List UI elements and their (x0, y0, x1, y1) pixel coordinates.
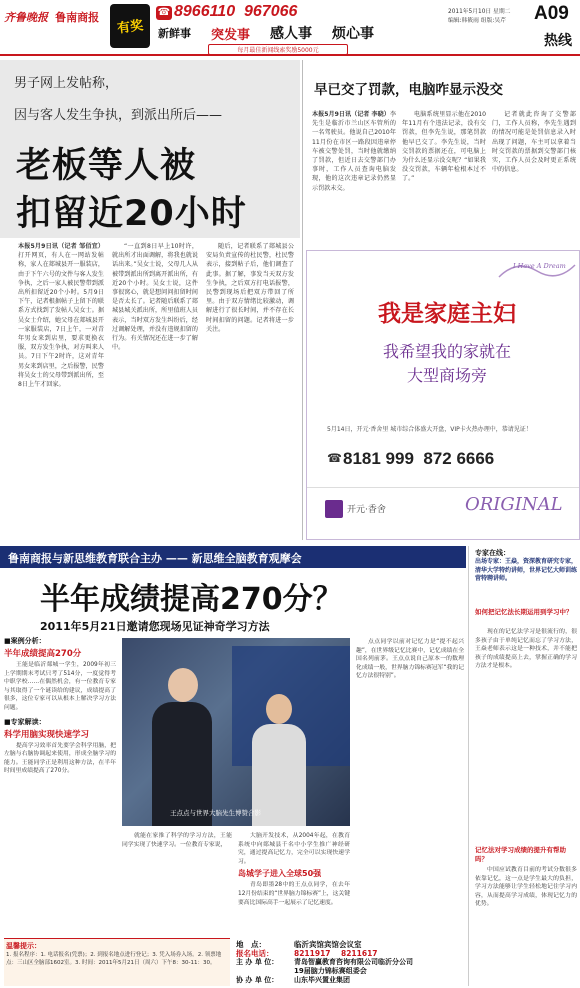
story-column (402, 110, 486, 228)
section-name: 热线 (544, 33, 572, 49)
sidebar-label: 专家在线： (475, 549, 510, 557)
info-value: 8211917 8211617 (294, 949, 378, 958)
subhead: 2011年5月21日邀请您现场见证神奇学习方法 (40, 620, 270, 633)
paper-logo (4, 6, 112, 24)
case-text: 王能是临沂郯城一学生，2009年初三上学期期末考试只考了514分，一度觉得考中职学校……在偶然机会，有一位教育专家与其取得了一个谜读给的建议，成绩提高了很多，这位专家可以从根本上解决学习方法问题。 (4, 662, 116, 711)
slogan-item: 新鲜事 (158, 27, 191, 40)
info-value: 19届脑力锦标赛组委会 (294, 967, 367, 975)
editor-line: 编辑:韩筱雨 组版:吴芹 (448, 18, 506, 24)
story-column (492, 110, 576, 228)
hotline-banner (108, 0, 374, 54)
slogan-item: 烦心事 (331, 26, 374, 42)
brand-logo-icon (325, 500, 343, 518)
ad-subtitle: 大型商场旁 (406, 366, 487, 385)
kicker-line: 男子网上发帖称， (14, 76, 119, 91)
dream-swirl-icon (497, 257, 577, 283)
slogan-item: 感人事 (269, 26, 312, 42)
story-column (238, 832, 350, 936)
info-row (236, 976, 466, 985)
island-title: 岛城学子进入全球50强 (238, 869, 322, 879)
reward-note: 每月最佳新闻线索奖励5000元 (208, 44, 348, 55)
info-value: 青岛智赢教育咨询有限公司临沂分公司 (294, 958, 413, 966)
answer-text: 中国应试教育目前的考试分数很多依靠记忆，这一点是学生最大的负担，学习方法能够让学生轻松地记住学习内容，从而提高学习成绩，体现记忆力的优势。 (475, 867, 577, 908)
info-label: 主 办 单 位： (236, 958, 279, 966)
headline (40, 574, 460, 617)
phone-icon: ☎ (327, 451, 342, 465)
case-column (4, 636, 116, 936)
story-text: “一直到8日早上10时许，就出所才出面调解，将我也就说话出来。”吴女士说，父母几人从被带到派出所到离开派出所，有近20个小时。吴女士说，这件事很窝心，就是想问问扣留时间是否太长了。记者随后联系了郯城县城关派出所，所里值班人员表示，当时双方发生纠纷后，经过调解处理，并没有违规扣留的行为。有关情况还在进一步了解中。 (112, 243, 198, 352)
info-value: 山东毕兴置业集团 (294, 976, 350, 984)
edition-name: 鲁南商报 (55, 11, 100, 24)
question-title: 记忆法对学习成绩的提升有帮助吗？ (475, 846, 566, 863)
story-column (112, 242, 198, 538)
ad-housewife (306, 250, 580, 540)
date-line: 2011年5月10日 星期二 (448, 9, 511, 15)
info-value: 临沂宾馆宾馆会议室 (294, 940, 362, 949)
event-photo (122, 638, 350, 826)
kicker-line: 因与客人发生争执，到派出所后—— (14, 108, 223, 123)
ad-corner-swirl (497, 257, 577, 283)
info-label (236, 967, 294, 976)
ad-title: 我是家庭主妇 (378, 301, 516, 327)
ad-footer (307, 487, 579, 539)
phone-icon: ☎ (157, 7, 171, 18)
headline-number: 270 (220, 582, 283, 617)
story-column (18, 242, 104, 538)
info-row (236, 967, 466, 976)
headline-block (0, 60, 300, 238)
hotline-badge-text: 有奖 (116, 18, 145, 37)
info-row (236, 958, 466, 967)
headline: 早已交了罚款，电脑咋显示没交 (314, 82, 503, 98)
story-text: 李先生是临沂市兰山区车管所的一名驾驶员。他说自己2010年11月份在市区一路段因违章停车被交警处罚，当时他就缴纳了罚款，但近日去交警部门办事时，工作人员查询电脑发现，他的这次违章记录仍然显示罚款未交。 (312, 111, 396, 192)
story-boss-detained (0, 58, 300, 542)
column-divider (302, 60, 303, 540)
story-education (0, 542, 466, 988)
story-text: 随后，记者联系了郯城县公安局负责宣传的杜民警，杜民警表示，接到帖子后，他们调查了此事。据了解，事发当天双方发生争执，之后双方打电话报警，民警到现场后把双方带回了所里。由于双方情绪比较激动，调解进行了很长时间，并不存在长时间扣留的问题。记者将进一步关注。 (206, 243, 294, 333)
brand-right: ORIGINAL (465, 494, 563, 515)
headline-main: 半年成绩提高 (40, 582, 220, 617)
notice-title: 温馨提示： (6, 942, 41, 950)
info-label: 报名电话： (236, 949, 274, 958)
byline: 本报5月9日讯（记者 李晓） (312, 111, 390, 118)
story-text: 打开网页，有人在一网站发帖称，家人在郯城县开一服装店，由于下午六号的文件与客人发生争执，之后一家人被民警带到派出所扣留近20个小时。5月9日下午，记者根据帖子上留下的联系方式找到了发帖人吴女士。据吴女士介绍，她父母在郯城县开一家服装店，7日上午，一对青年男女来到店里，要求更换衣服，双方发生争执，对方叫来人员。7日下午2时许，这对青年男女来到店里，之后报警，民警将吴女士的父母带到派出所，至8日上午才回家。 (18, 252, 104, 389)
story-column (206, 242, 294, 538)
story-text: 大脑开发技术，从2004年起，在教育系统中向郯城县千名中小学生推广神经研究，通过提高记忆力，完全可以实现快速学习。 (238, 833, 350, 865)
brand-left: 开元·香舍 (347, 505, 386, 515)
paper-name: 齐鲁晚报 (4, 11, 48, 24)
island-text: 青岛即墨28中的王点点同学，在去年12月份结束的“世界脑力锦标赛”上，这关键要高比国际高手一起展示了记忆速度。 (238, 882, 350, 906)
event-info (236, 940, 466, 986)
info-row (236, 949, 466, 958)
info-label: 协 办 单 位： (236, 976, 279, 984)
expert-text: 提高学习效率首先要学会科学用脑，把左脑与右脑协调起来使用，形成全脑学习的能力。王能同学正是利用这种方法，在半年时间里成绩提高了270分。 (4, 742, 116, 775)
headline: 老板等人被 (16, 146, 197, 186)
expert-label: ■专家解读： (4, 717, 46, 726)
case-title: 半年成绩提高270分 (4, 649, 82, 659)
masthead-rule (0, 54, 580, 56)
byline: 本报5月9日讯（记者 邹佰宜） (18, 243, 104, 250)
story-text: 电脑系统里显示他在2010年11月有个违法记录，没有交罚款，但李先生说，那笔罚款他早已交了。李先生说，当时交罚款的票据还在，可电脑上为什么还显示没交呢？“如果我没交罚款，车辆年检根本过不了。” (402, 111, 486, 183)
masthead (0, 0, 580, 56)
headline: 扣留近20小时 (16, 194, 247, 234)
question-title: 如何把记忆法长期运用到学习中？ (475, 608, 573, 616)
ad-small-print: 5月14日，开元·香舍里 城市综合体盛大开盘，VIP卡火热办理中，恭请见证！ (327, 426, 532, 433)
story-column (312, 110, 396, 228)
expert-title: 科学用脑实现快速学习 (4, 729, 90, 740)
photo-caption: 王点点与世界大脑先生博赞合影 (170, 809, 261, 817)
case-label: ■案例分析： (4, 637, 46, 645)
ad-phones: 8181 999 872 6666 (343, 449, 495, 468)
headline-tail: 分？ (282, 582, 343, 617)
notice-text: 1. 报名程序：1. 电话报名(凭票)；2. 到报名地点进行登记；3. 凭入场券入场。2. 领票地点：三山区全脑部1602室。3. 时间：2011年5月21日（周六）下午8：30-11：30。 (6, 952, 222, 966)
story-column (356, 638, 464, 878)
slogan-item: 突发事 (210, 27, 250, 43)
story-column (122, 832, 232, 936)
slogan-row (158, 23, 374, 43)
story-text: 就能在家推了科学的学习方法，王能同学实现了快速学习。一位教育专家说， (122, 833, 232, 848)
notice-box (4, 938, 230, 986)
hotline-numbers: 8966110 967066 (174, 3, 298, 20)
story-text: 点点同学以前对记忆力是“提不起兴趣”，在世界级记忆比赛中，记忆成绩在全国名列前茅。王点点说自己原本一的数理化成绩一般，世界脑力锦标赛冠军“我的记忆方法很特别”。 (356, 639, 464, 680)
hotline-badge (110, 4, 150, 48)
expert-sidebar (468, 546, 580, 986)
info-row (236, 940, 466, 949)
page-number: A09 (534, 3, 569, 24)
banner (0, 546, 466, 568)
ad-subtitle: 我希望我的家就在 (382, 342, 511, 361)
answer-text: 现在的记忆法学习是很流行的，很多孩子由于单纯记忆而忘了学习方法，王焱老师表示这是一种技术，并不能把孩子的成绩提高上去，掌握正确的学习方法才是根本。 (475, 629, 577, 670)
sidebar-intro: 出场专家：王焱，资深教育研究专家，清华大学特约讲师，世界记忆大师训练营特聘讲师。 (475, 558, 578, 583)
story-fine (306, 60, 580, 250)
ad-corner-text: I Have A Dream (513, 262, 566, 270)
story-text: 记者就此咨询了交警部门，工作人员称，李先生遇到的情况可能是处罚信息录入时出现了问题，车主可以拿着当时交罚款的票据到交警部门核实，工作人员会及时更正系统中的信息。 (492, 111, 576, 174)
person-right-icon (252, 694, 306, 826)
banner-text: 鲁南商报与新思维教育联合主办 —— 新思维全脑教育观摩会 (8, 552, 302, 565)
person-left-icon (152, 668, 212, 826)
info-label: 地 点： (236, 940, 266, 949)
